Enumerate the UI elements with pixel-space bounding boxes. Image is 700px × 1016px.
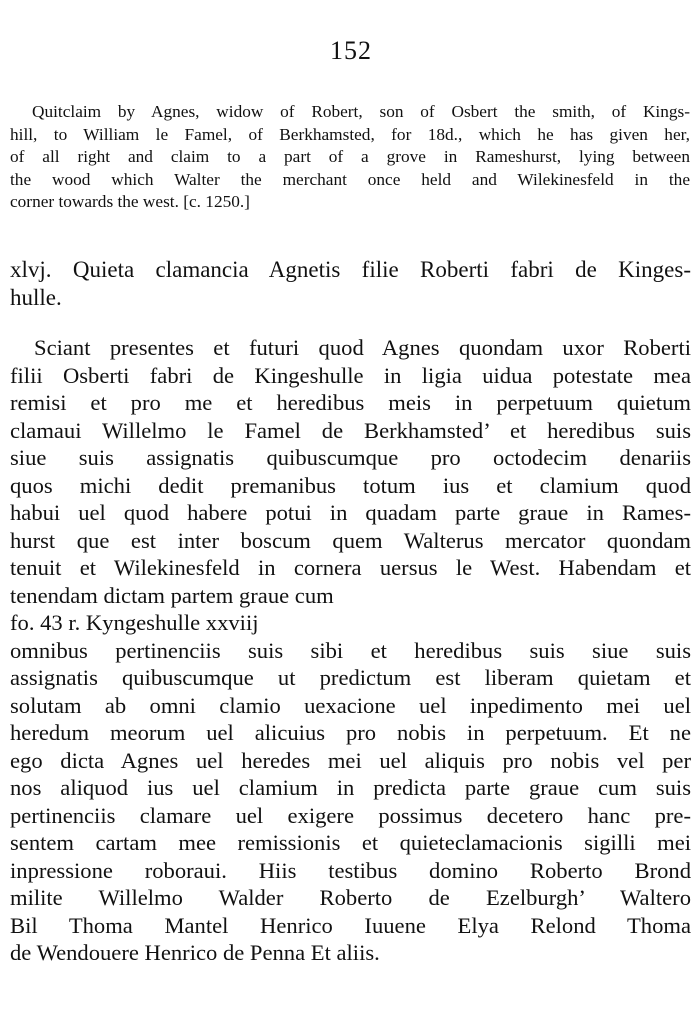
charter-line: nos aliquod ius uel clamium in predicta parte graue cum suis	[10, 775, 691, 800]
charter-line: filii Osberti fabri de Kingeshulle in ligia uidua potestate mea	[10, 362, 691, 388]
charter-line: remisi et pro me et heredibus meis in perpetuum quietum	[10, 390, 691, 415]
charter-line: habui uel quod habere potui in quadam parte graue in Rames-	[10, 500, 691, 525]
summary-line: of all right and claim to a part of a grove in Rameshurst, lying between	[10, 147, 690, 167]
summary-line: hill, to William le Famel, of Berkhamsted, for 18d., which he has given her,	[10, 124, 690, 144]
charter-line: Sciant presentes et futuri quod Agnes quondam uxor Roberti	[34, 335, 691, 360]
charter-line: quos michi dedit premanibus totum ius et clamium quod	[10, 472, 691, 498]
charter-line: sentem cartam mee remissionis et quieteclamacionis sigilli mei	[10, 830, 691, 855]
charter-line: heredum meorum uel alicuius pro nobis in perpetuum. Et ne	[10, 720, 691, 745]
charter-line: tenuit et Wilekinesfeld in cornera uersus le West. Habendam et	[10, 555, 691, 580]
charter-heading	[10, 256, 691, 312]
heading-line: hulle.	[10, 285, 62, 310]
charter-line: inpressione roboraui. Hiis testibus domino Roberto Brond	[10, 857, 691, 883]
charter-line: assignatis quibuscumque ut predictum est liberam quietam et	[10, 665, 691, 690]
folio-marker: fo. 43 r. Kyngeshulle xxviij	[10, 610, 259, 635]
charter-line: milite Willelmo Walder Roberto de Ezelburgh’ Waltero	[10, 885, 691, 910]
page-number: 152	[330, 36, 372, 65]
charter-line: Bil Thoma Mantel Henrico Iuuene Elya Relond Thoma	[10, 912, 691, 938]
charter-line: tenendam dictam partem graue cum	[10, 582, 334, 608]
charter-line: hurst que est inter boscum quem Walterus mercator quondam	[10, 527, 691, 553]
summary-line: corner towards the west. [c. 1250.]	[10, 192, 250, 212]
charter-line: clamaui Willelmo le Famel de Berkhamsted’ et heredibus suis	[10, 417, 691, 443]
charter-line: siue suis assignatis quibuscumque pro octodecim denariis	[10, 445, 691, 470]
summary-line: Quitclaim by Agnes, widow of Robert, son of Osbert the smith, of Kings-	[32, 102, 690, 121]
charter-line: de Wendouere Henrico de Penna Et aliis.	[10, 940, 380, 965]
document-page	[10, 0, 692, 1016]
heading-line: xlvj. Quieta clamancia Agnetis filie Roberti fabri de Kinges-	[10, 257, 691, 282]
charter-line: omnibus pertinenciis suis sibi et heredibus suis siue suis	[10, 637, 691, 663]
english-summary	[10, 101, 690, 214]
charter-line: pertinenciis clamare uel exigere possimus decetero hanc pre-	[10, 802, 691, 828]
charter-text	[10, 334, 691, 967]
summary-line: the wood which Walter the merchant once held and Wilekinesfeld in the	[10, 169, 690, 189]
charter-line: solutam ab omni clamio uexacione uel inpedimento mei uel	[10, 692, 691, 718]
charter-line: ego dicta Agnes uel heredes mei uel aliquis pro nobis vel per	[10, 747, 691, 773]
